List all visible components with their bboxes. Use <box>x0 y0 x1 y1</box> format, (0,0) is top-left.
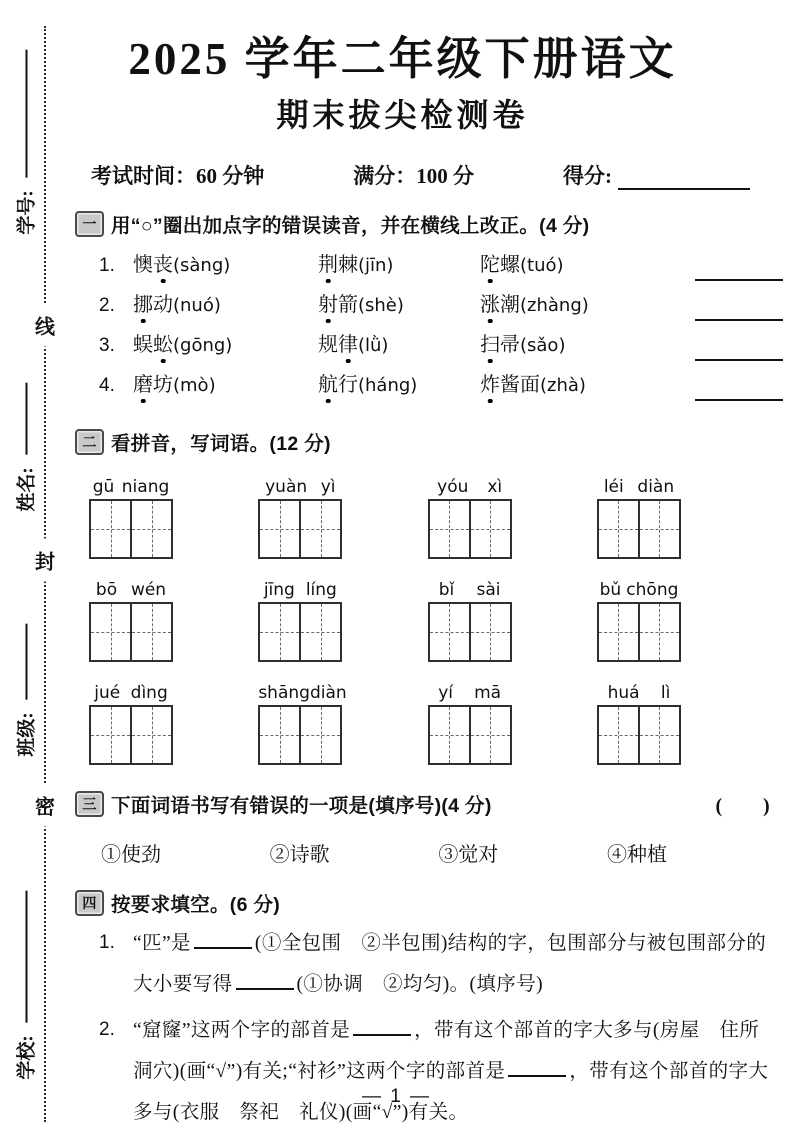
q2-pinyin-syllable: yí <box>438 683 453 704</box>
tianzige-cell <box>299 707 340 763</box>
q1-word-char: 酱 <box>500 374 520 397</box>
question2-body <box>75 473 780 765</box>
q1-word <box>133 248 318 277</box>
question1-body <box>75 248 780 408</box>
q4-text-segment: ，带有这个部首的字大多与(衣服 祭祀 礼仪)(画“√”)有关。 <box>133 1061 769 1124</box>
q2-pinyin-syllable: léi <box>603 477 624 498</box>
margin-field <box>12 49 39 234</box>
q2-pinyin-syllable: huá <box>607 683 640 704</box>
tianzige-grid <box>597 705 681 765</box>
tianzige-grid <box>258 705 342 765</box>
question3-options <box>101 838 667 867</box>
q2-word-block <box>428 473 512 559</box>
q2-pinyin-syllable: sài <box>476 580 501 601</box>
tianzige-grid <box>258 499 342 559</box>
tianzige-cell <box>299 604 340 660</box>
tianzige-grid <box>89 602 173 662</box>
tianzige-cell <box>130 501 171 557</box>
q4-item-text <box>133 923 780 1006</box>
q2-pinyin-syllable: jué <box>94 683 121 704</box>
tianzige-cell <box>91 604 130 660</box>
tianzige-cell <box>260 501 299 557</box>
q2-pinyin-syllable: bǐ <box>438 580 455 601</box>
q1-word-char: 箭 <box>338 294 358 317</box>
q4-item <box>75 923 780 1006</box>
q1-word-char: 陀 <box>480 254 500 277</box>
tianzige-cell <box>130 604 171 660</box>
tianzige-cell <box>638 501 679 557</box>
q1-word-pinyin: (mò) <box>173 375 216 397</box>
tianzige-cell <box>469 604 510 660</box>
seal-char: 线 <box>34 304 56 347</box>
tianzige-grid <box>89 705 173 765</box>
q1-word-char: 蜈 <box>133 334 153 357</box>
q2-pinyin-syllable: chōng <box>626 580 679 601</box>
q2-pinyin <box>428 576 512 600</box>
q4-text-segment: “窟窿”这两个字的部首是 <box>133 1019 351 1041</box>
exam-content <box>75 0 780 1134</box>
tianzige-cell <box>260 707 299 763</box>
tianzige-cell <box>599 604 638 660</box>
q2-pinyin <box>258 576 342 600</box>
q1-word-char: 扫 <box>480 334 500 357</box>
q2-word-block <box>597 473 681 559</box>
q1-word-char: 磨 <box>133 374 153 397</box>
q1-word-char: 懊 <box>133 254 153 277</box>
fill-in-blank-line <box>508 1061 566 1077</box>
q1-row-number: 3. <box>99 335 115 357</box>
margin-field-label: 姓名: <box>16 467 38 512</box>
q2-pinyin-syllable: jīng <box>263 580 295 601</box>
q2-pinyin <box>258 679 347 704</box>
tianzige-cell <box>430 501 469 557</box>
tianzige-dashed-horizontal <box>91 632 130 633</box>
q4-item-text <box>133 1010 780 1134</box>
q1-word-char: 潮 <box>500 294 520 317</box>
margin-field-line <box>23 623 27 699</box>
q1-word-pinyin: (zhàng) <box>520 295 589 317</box>
q2-word-block <box>428 679 512 765</box>
full-score-label: 满分：100 分 <box>353 164 474 189</box>
score-field <box>563 160 750 190</box>
tianzige-dashed-horizontal <box>260 632 299 633</box>
q1-word-char: 蚣 <box>153 334 173 357</box>
q4-text-segment: “匹”是 <box>133 933 191 955</box>
tianzige-cell <box>91 501 130 557</box>
q2-pinyin-syllable: yuàn <box>265 477 308 498</box>
tianzige-dashed-horizontal <box>471 529 510 530</box>
question3-title: 下面词语书写有错误的一项是(填序号)(4 分) <box>111 794 492 817</box>
tianzige-cell <box>430 604 469 660</box>
tianzige-dashed-horizontal <box>640 529 679 530</box>
tianzige-cell <box>299 501 340 557</box>
tianzige-dashed-horizontal <box>301 735 340 736</box>
exam-info-row <box>75 160 780 190</box>
q2-pinyin <box>597 473 681 497</box>
q1-word-pinyin: (gōng) <box>173 335 233 357</box>
q1-word-char: 射 <box>318 294 338 317</box>
q1-word <box>318 248 480 277</box>
q2-row <box>89 576 681 662</box>
tianzige-grid <box>597 499 681 559</box>
tianzige-dashed-horizontal <box>599 529 638 530</box>
tianzige-dashed-horizontal <box>132 529 171 530</box>
margin-field <box>12 890 39 1079</box>
tianzige-grid <box>258 602 342 662</box>
q2-pinyin <box>89 679 173 703</box>
exam-time-label: 考试时间：60 分钟 <box>91 164 265 189</box>
q2-pinyin <box>89 576 173 600</box>
q1-word-pinyin: (háng) <box>358 375 418 397</box>
page-title: 2025 学年二年级下册语文 <box>128 34 677 84</box>
q2-pinyin-syllable: xì <box>487 477 503 498</box>
margin-field-line <box>23 49 27 177</box>
q1-word-char: 坊 <box>153 374 173 397</box>
tianzige-dashed-horizontal <box>430 632 469 633</box>
q1-correction-line <box>695 295 783 321</box>
tianzige-grid <box>89 499 173 559</box>
q1-correction-line <box>695 255 783 281</box>
q2-pinyin-syllable: shāng <box>258 683 310 704</box>
section-number-badge-2: 二 <box>75 429 104 455</box>
tianzige-dashed-horizontal <box>260 529 299 530</box>
question1-header <box>75 210 780 238</box>
score-blank-line <box>618 185 750 190</box>
tianzige-dashed-horizontal <box>640 632 679 633</box>
section-number-badge-3: 三 <box>75 791 104 817</box>
tianzige-cell <box>469 707 510 763</box>
q1-word-pinyin: (sàng) <box>173 255 231 277</box>
q1-row <box>75 248 780 288</box>
q4-item-number: 2. <box>99 1018 115 1040</box>
q2-pinyin-syllable: niang <box>121 477 170 498</box>
q2-pinyin-syllable: yì <box>320 477 336 498</box>
question3-header <box>75 789 780 818</box>
q4-text-segment: (①协调 ②均匀)。(填序号) <box>296 974 543 996</box>
q1-word-pinyin: (jīn) <box>358 255 394 277</box>
tianzige-dashed-horizontal <box>640 735 679 736</box>
q2-pinyin <box>597 576 681 600</box>
q2-pinyin-syllable: dìng <box>130 683 168 704</box>
q3-option: ③觉对 <box>438 844 499 867</box>
q3-option: ②诗歌 <box>269 844 330 867</box>
tianzige-cell <box>130 707 171 763</box>
tianzige-cell <box>430 707 469 763</box>
q1-word <box>318 368 480 397</box>
question2-header <box>75 428 780 456</box>
fill-in-blank-line <box>353 1020 411 1036</box>
q1-word-pinyin: (tuó) <box>520 255 564 277</box>
q1-row-number: 2. <box>99 295 115 317</box>
q4-item <box>75 1010 780 1134</box>
tianzige-cell <box>469 501 510 557</box>
tianzige-dashed-horizontal <box>599 735 638 736</box>
question4-title: 按要求填空。(6 分) <box>111 894 281 917</box>
q1-word <box>480 328 695 357</box>
q1-word <box>318 288 480 317</box>
q2-word-block <box>258 576 342 662</box>
tianzige-dashed-horizontal <box>132 735 171 736</box>
q1-word-char: 动 <box>153 294 173 317</box>
tianzige-cell <box>599 501 638 557</box>
q1-word-char: 帚 <box>500 334 520 357</box>
q1-word-pinyin: (shè) <box>358 295 404 317</box>
q1-word <box>133 288 318 317</box>
q2-pinyin-syllable: diàn <box>309 683 347 704</box>
tianzige-dashed-horizontal <box>91 529 130 530</box>
q1-word-char: 律 <box>338 334 358 357</box>
q2-word-block <box>258 679 347 765</box>
q2-word-block <box>89 679 173 765</box>
q1-word-pinyin: (lǜ) <box>358 335 389 357</box>
q1-word-char: 面 <box>520 374 540 397</box>
q1-word <box>133 368 318 397</box>
q1-word <box>480 368 695 397</box>
q4-item-number: 1. <box>99 932 115 954</box>
q1-word-pinyin: (nuó) <box>173 295 221 317</box>
q1-word-char: 螺 <box>500 254 520 277</box>
score-label: 得分: <box>563 164 612 189</box>
q1-word-char: 规 <box>318 334 338 357</box>
fill-in-blank-line <box>236 974 294 990</box>
q2-pinyin-syllable: yóu <box>437 477 469 498</box>
section-number-badge-4: 四 <box>75 890 104 916</box>
q1-correction-line <box>695 375 783 401</box>
tianzige-dashed-horizontal <box>471 735 510 736</box>
tianzige-dashed-horizontal <box>260 735 299 736</box>
q1-word <box>480 288 695 317</box>
q1-word-char: 丧 <box>153 254 173 277</box>
tianzige-grid <box>428 602 512 662</box>
tianzige-cell <box>599 707 638 763</box>
tianzige-dashed-horizontal <box>430 735 469 736</box>
seal-line-margin <box>0 0 75 1122</box>
q2-pinyin-syllable: wén <box>130 580 167 601</box>
q4-text-segment: ，带有这个部首的字大多与(房屋 住所 洞穴)(画“√”)有关;“衬衫”这两个字的部首是 <box>133 1019 780 1083</box>
tianzige-grid <box>428 499 512 559</box>
q1-row-number: 4. <box>99 375 115 397</box>
q2-row <box>89 679 681 765</box>
page-number: — 1 — <box>361 1086 432 1107</box>
q1-word-char: 炸 <box>480 374 500 397</box>
question1-title: 用“○”圈出加点字的错误读音，并在横线上改正。(4 分) <box>111 215 590 238</box>
margin-field-label: 学号: <box>16 190 38 235</box>
page-subtitle: 期末拔尖检测卷 <box>276 96 529 133</box>
question2-title: 看拼音，写词语。(12 分) <box>111 433 331 456</box>
tianzige-dashed-horizontal <box>132 632 171 633</box>
q2-pinyin-syllable: mā <box>474 683 502 704</box>
fill-in-blank-line <box>194 933 252 949</box>
q2-pinyin-syllable: gū <box>92 477 115 498</box>
q2-pinyin-syllable: bǔ <box>599 580 622 601</box>
tianzige-cell <box>638 604 679 660</box>
q2-word-block <box>597 576 681 662</box>
q2-word-block <box>597 679 681 765</box>
q1-row <box>75 368 780 408</box>
tianzige-dashed-horizontal <box>471 632 510 633</box>
tianzige-dashed-horizontal <box>301 632 340 633</box>
tianzige-cell <box>638 707 679 763</box>
q2-pinyin <box>428 473 512 497</box>
tianzige-cell <box>91 707 130 763</box>
q2-pinyin-syllable: diàn <box>637 477 675 498</box>
q2-word-block <box>89 473 173 559</box>
q1-word <box>133 328 318 357</box>
q2-pinyin <box>428 679 512 703</box>
margin-field-label: 学校: <box>16 1035 38 1080</box>
q1-word-char: 挪 <box>133 294 153 317</box>
tianzige-grid <box>597 602 681 662</box>
q4-text-segment: (①全包围 ②半包围)结构的字，包围部分与被包围部分的大小要写得 <box>133 933 767 996</box>
tianzige-dashed-horizontal <box>91 735 130 736</box>
q1-word-pinyin: (sǎo) <box>520 335 566 357</box>
margin-field <box>12 382 39 511</box>
q2-row <box>89 473 681 559</box>
q1-word-char: 航 <box>318 374 338 397</box>
answer-bracket: ( ) <box>715 795 770 818</box>
q2-word-block <box>258 473 342 559</box>
section-number-badge-1: 一 <box>75 211 104 237</box>
q1-word-pinyin: (zhà) <box>540 375 586 397</box>
q2-word-block <box>89 576 173 662</box>
tianzige-cell <box>260 604 299 660</box>
q1-row <box>75 328 780 368</box>
tianzige-dashed-horizontal <box>430 529 469 530</box>
seal-char: 封 <box>34 539 56 582</box>
tianzige-dashed-horizontal <box>301 529 340 530</box>
tianzige-dashed-horizontal <box>599 632 638 633</box>
q2-pinyin-syllable: líng <box>305 580 337 601</box>
q1-word <box>480 248 695 277</box>
q1-word <box>318 328 480 357</box>
q3-option: ①使劲 <box>101 844 161 867</box>
q1-row <box>75 288 780 328</box>
q2-pinyin <box>89 473 173 497</box>
q1-word-char: 棘 <box>338 254 358 277</box>
margin-field <box>12 623 39 756</box>
q1-word-char: 荆 <box>318 254 338 277</box>
margin-field-line <box>23 382 27 454</box>
margin-field-label: 班级: <box>16 712 38 757</box>
question4-header <box>75 889 780 917</box>
q1-correction-line <box>695 335 783 361</box>
q2-word-block <box>428 576 512 662</box>
q1-row-number: 1. <box>99 255 115 277</box>
q3-option: ④种植 <box>606 844 667 867</box>
q1-word-char: 行 <box>338 374 358 397</box>
q2-pinyin <box>258 473 342 497</box>
q1-word-char: 涨 <box>480 294 500 317</box>
margin-field-line <box>23 890 27 1022</box>
tianzige-grid <box>428 705 512 765</box>
q2-pinyin-syllable: lì <box>660 683 671 704</box>
seal-char: 密 <box>34 784 56 827</box>
q2-pinyin <box>597 679 681 703</box>
q2-pinyin-syllable: bō <box>95 580 118 601</box>
